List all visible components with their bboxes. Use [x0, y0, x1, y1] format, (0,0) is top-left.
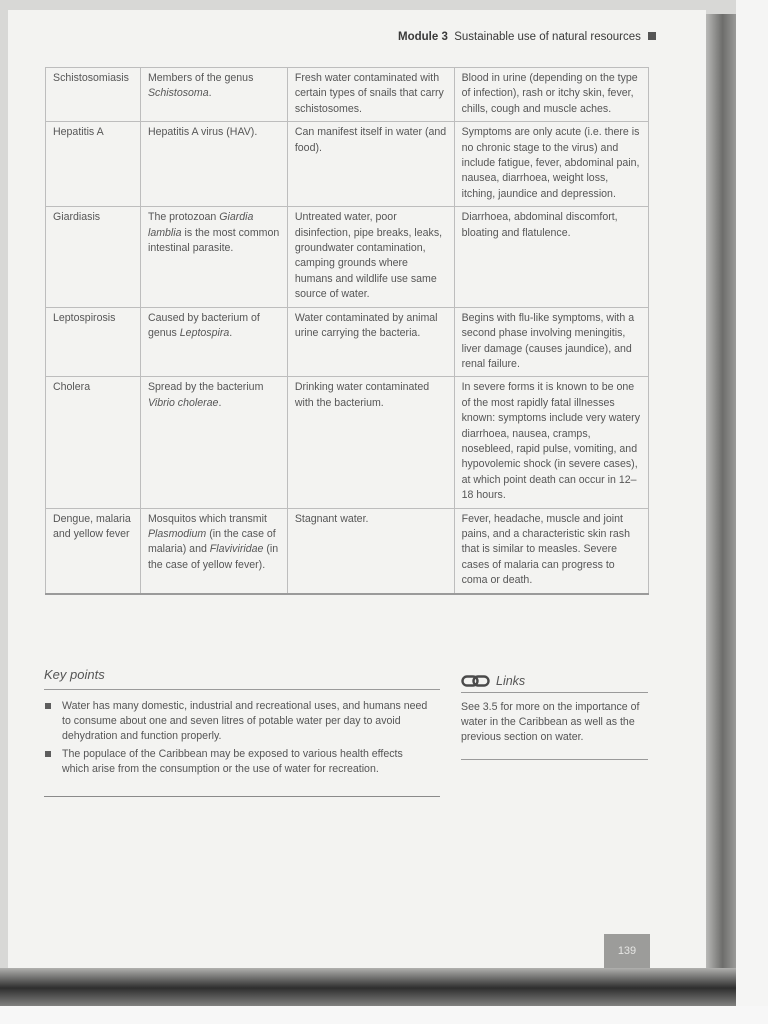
agent-cell: The protozoan Giardia lamblia is the most common intestinal parasite. — [140, 207, 287, 307]
page-number: 139 — [604, 934, 650, 968]
source-cell: Fresh water contaminated with certain types of snails that carry schistosomes. — [287, 68, 454, 122]
agent-cell: Caused by bacterium of genus Leptospira. — [140, 307, 287, 377]
disease-cell: Giardiasis — [46, 207, 141, 307]
links-text: See 3.5 for more on the importance of water in the Caribbean as well as the previous section on water. — [461, 701, 640, 743]
header-square-icon — [648, 32, 656, 40]
disease-cell: Schistosomiasis — [46, 68, 141, 122]
table-row — [46, 377, 649, 508]
symptoms-cell: Diarrhoea, abdominal discomfort, bloating and flatulence. — [454, 207, 648, 307]
source-cell: Drinking water contaminated with the bacterium. — [287, 377, 454, 508]
disease-cell: Cholera — [46, 377, 141, 508]
square-bullet-icon — [45, 751, 51, 757]
agent-cell: Hepatitis A virus (HAV). — [140, 122, 287, 207]
agent-cell: Spread by the bacterium Vibrio cholerae. — [140, 377, 287, 508]
background-right — [736, 0, 768, 1024]
table-row — [46, 307, 649, 377]
source-cell: Water contaminated by animal urine carrying the bacteria. — [287, 307, 454, 377]
source-cell: Can manifest itself in water (and food). — [287, 122, 454, 207]
table-row — [46, 68, 649, 122]
source-cell: Stagnant water. — [287, 508, 454, 594]
key-point-item: The populace of the Caribbean may be exposed to various health effects which arise from the consumption or the use of water for recreation. — [44, 747, 430, 777]
table-row — [46, 122, 649, 207]
key-point-item: Water has many domestic, industrial and recreational uses, and humans need to consume about one and seven litres of potable water per day to avoid dehydration and function properly. — [44, 699, 430, 743]
chain-link-icon — [461, 675, 491, 687]
disease-cell: Hepatitis A — [46, 122, 141, 207]
links-heading — [461, 674, 525, 688]
waterborne-diseases-table — [45, 67, 649, 595]
module-label: Module 3 — [398, 31, 448, 43]
agent-cell: Members of the genus Schistosoma. — [140, 68, 287, 122]
disease-cell: Leptospirosis — [46, 307, 141, 377]
agent-cell: Mosquitos which transmit Plasmodium (in the case of malaria) and Flaviviridae (in the case of yellow fever). — [140, 508, 287, 594]
disease-cell: Dengue, malaria and yellow fever — [46, 508, 141, 594]
book-spine — [706, 14, 736, 1004]
table-row — [46, 207, 649, 307]
symptoms-cell: Begins with flu-like symptoms, with a second phase involving meningitis, liver damage (causes jaundice), and renal failure. — [454, 307, 648, 377]
square-bullet-icon — [45, 703, 51, 709]
source-cell: Untreated water, poor disinfection, pipe breaks, leaks, groundwater contamination, camping grounds where humans and wildlife use same source of water. — [287, 207, 454, 307]
running-header — [398, 31, 656, 43]
key-points-title: Key points — [44, 667, 105, 682]
module-title: Sustainable use of natural resources — [454, 31, 641, 43]
symptoms-cell: Symptoms are only acute (i.e. there is no chronic stage to the virus) and include fatigue, fever, abdominal pain, nausea, diarrhoea, weight loss, itching, jaundice and depression. — [454, 122, 648, 207]
links-title: Links — [496, 674, 526, 688]
key-points-list — [44, 699, 430, 781]
table-row — [46, 508, 649, 594]
symptoms-cell: Fever, headache, muscle and joint pains, and a characteristic skin rash that is similar to measles. Severe cases of malaria can progress to coma or death. — [454, 508, 648, 594]
scan-edge — [0, 968, 736, 1008]
symptoms-cell: In severe forms it is known to be one of the most rapidly fatal illnesses known: symptoms include very watery diarrhoea, nausea, cramps, nosebleed, rapid pulse, vomiting, and hypovolemic shock (in severe cases), at which point death can occur in 12–18 hours. — [454, 377, 648, 508]
symptoms-cell: Blood in urine (depending on the type of infection), rash or itchy skin, fever, chills, cough and muscle aches. — [454, 68, 648, 122]
